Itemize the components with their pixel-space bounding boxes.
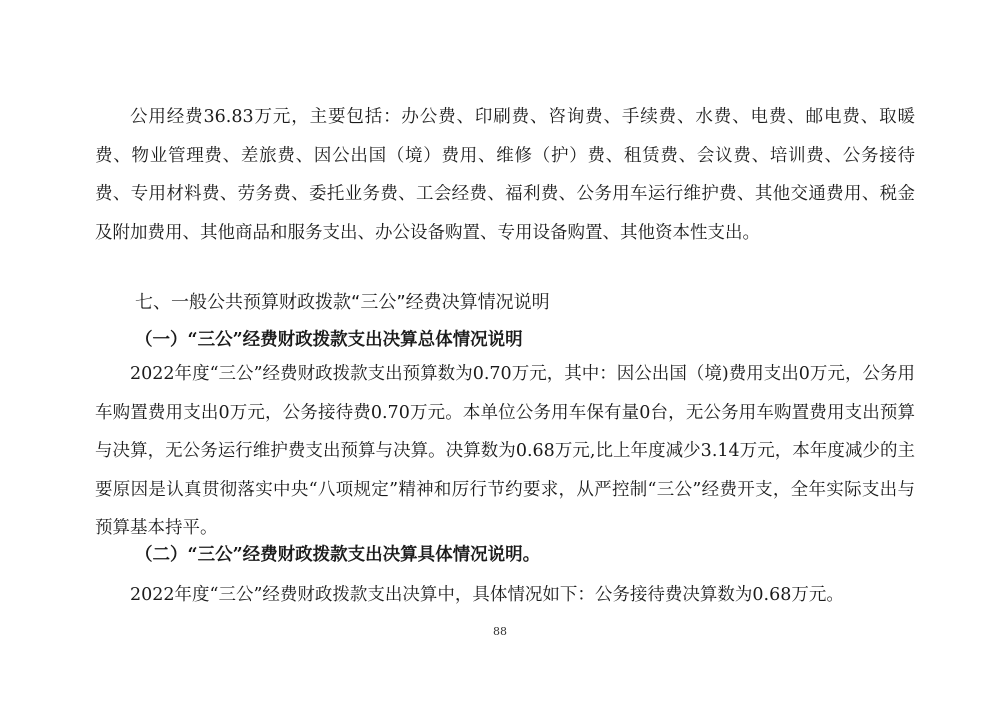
subsection-two-heading: （二）“三公”经费财政拨款支出决算具体情况说明。 <box>135 545 541 565</box>
specific-situation-paragraph: 2022年度“三公”经费财政拨款支出决算中，具体情况如下：公务接待费决算数为0.68万元。 <box>130 585 844 605</box>
page-number: 88 <box>493 625 507 638</box>
section-seven-heading: 七、一般公共预算财政拨款“三公”经费决算情况说明 <box>135 292 550 313</box>
public-funds-paragraph: 公用经费36.83万元，主要包括：办公费、印刷费、咨询费、手续费、水费、电费、邮电费、取暖费、物业管理费、差旅费、因公出国（境）费用、维修（护）费、租赁费、会议费、培训费、公务接待费、专用材料费、劳务费、委托业务费、工会经费、福利费、公务用车运行维护费、其他交通费用、税金及附加费用、其他商品和服务支出、办公设备购置、专用设备购置、其他资本性支出。 <box>95 107 915 243</box>
overall-situation-paragraph: 2022年度“三公”经费财政拨款支出预算数为0.70万元，其中：因公出国（境)费用支出0万元，公务用车购置费用支出0万元，公务接待费0.70万元。本单位公务用车保有量0台，无公务用车购置费用支出预算与决算，无公务运行维护费支出预算与决算。决算数为0.68万元,比上年度减少3.14万元，本年度减少的主要原因是认真贯彻落实中央“八项规定”精神和厉行节约要求，从严控制“三公”经费开支，全年实际支出与预算基本持平。 <box>95 364 915 538</box>
subsection-one-heading: （一）“三公”经费财政拨款支出决算总体情况说明 <box>135 330 523 350</box>
